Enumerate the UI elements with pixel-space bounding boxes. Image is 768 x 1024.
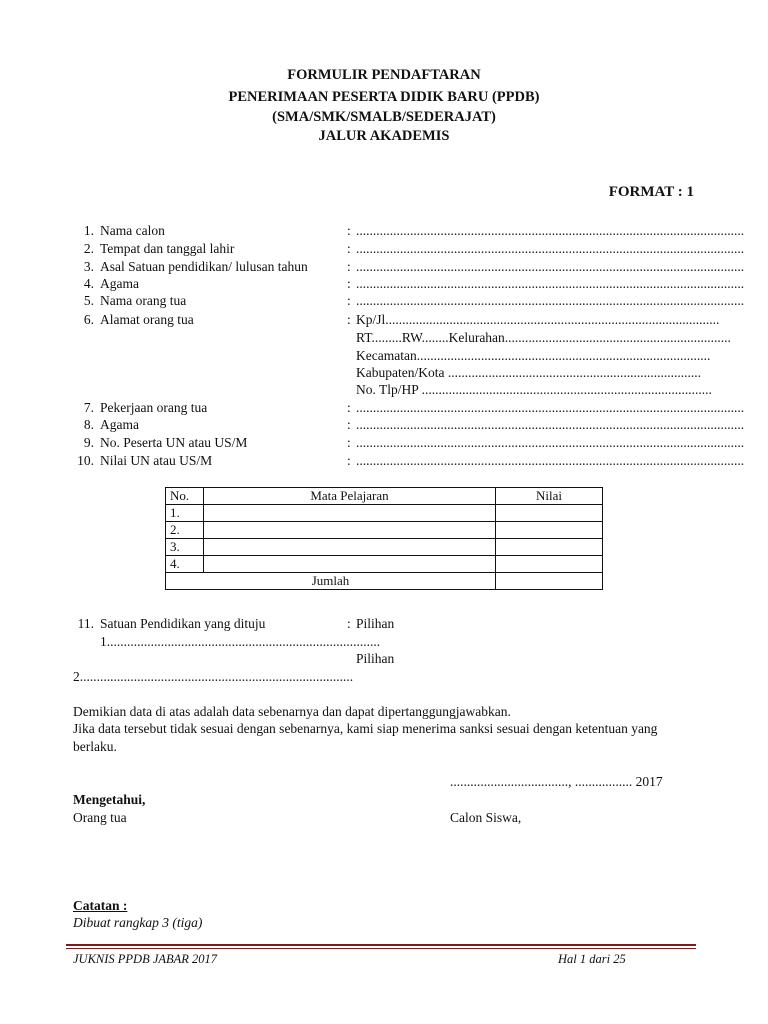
subject-cell[interactable] — [204, 505, 496, 522]
row-number: 2. — [166, 522, 204, 539]
field-label: Alamat orang tua — [100, 312, 194, 327]
address-phone-line[interactable]: No. Tlp/HP ...................................................................................... — [356, 382, 712, 397]
table-row — [166, 505, 603, 522]
field-label: Pekerjaan orang tua — [100, 400, 208, 415]
field-label: Agama — [100, 417, 139, 432]
score-cell[interactable] — [496, 505, 603, 522]
table-header-row — [166, 488, 603, 505]
address-regency-line[interactable]: Kabupaten/Kota ........................................................................... — [356, 365, 701, 380]
fill-in-line[interactable]: ................................................................................................................... — [356, 241, 745, 256]
field-label: Satuan Pendidikan yang dituju — [100, 616, 266, 631]
fill-in-line[interactable]: ................................................................................................................... — [356, 400, 745, 415]
field-colon: : — [347, 417, 351, 432]
signature-date[interactable]: ..................................., ................. 2017 — [450, 774, 663, 789]
field-colon: : — [347, 276, 351, 291]
field-number: 7. — [83, 400, 94, 415]
table-row — [166, 539, 603, 556]
statement-line-1: Demikian data di atas adalah data sebenarnya dan dapat dipertanggungjawabkan. — [73, 704, 511, 719]
form-title: FORMULIR PENDAFTARAN — [287, 67, 481, 83]
field-label: Agama — [100, 276, 139, 291]
score-cell[interactable] — [496, 522, 603, 539]
field-colon: : — [347, 453, 351, 468]
track-heading: JALUR AKADEMIS — [318, 128, 450, 144]
choice-1-line[interactable]: 1................................................................................. — [100, 634, 381, 649]
field-number: 11. — [77, 616, 94, 631]
address-rt-rw-line[interactable]: RT.........RW........Kelurahan................................................................... — [356, 330, 731, 345]
notes-title: Catatan : — [73, 898, 128, 913]
field-label: Nama orang tua — [100, 293, 187, 308]
field-number: 8. — [83, 417, 94, 432]
field-number: 3. — [83, 259, 94, 274]
column-header-subject: Mata Pelajaran — [204, 488, 496, 505]
field-colon: : — [347, 400, 351, 415]
fill-in-line[interactable]: ................................................................................................................... — [356, 453, 745, 468]
statement-line-3: berlaku. — [73, 739, 117, 754]
fill-in-line[interactable]: ................................................................................................................... — [356, 293, 745, 308]
table-row — [166, 556, 603, 573]
total-score-cell[interactable] — [496, 573, 603, 590]
fill-in-line[interactable]: ................................................................................................................... — [356, 435, 745, 450]
fill-in-line[interactable]: ................................................................................................................... — [356, 276, 745, 291]
field-label: Tempat dan tanggal lahir — [100, 241, 235, 256]
parent-signature-label: Orang tua — [73, 810, 127, 825]
table-total-row — [166, 573, 603, 590]
acknowledged-label: Mengetahui, — [73, 792, 146, 807]
row-number: 3. — [166, 539, 204, 556]
subject-cell[interactable] — [204, 522, 496, 539]
choice-label-2: Pilihan — [356, 651, 395, 666]
footer-divider-thin — [66, 948, 696, 949]
field-number: 2. — [83, 241, 94, 256]
field-colon: : — [347, 616, 351, 631]
notes-text: Dibuat rangkap 3 (tiga) — [73, 915, 203, 930]
field-number: 5. — [83, 293, 94, 308]
field-number: 10. — [77, 453, 94, 468]
column-header-no: No. — [166, 488, 204, 505]
footer-page-number: Hal 1 dari 25 — [558, 952, 626, 966]
field-label: No. Peserta UN atau US/M — [100, 435, 248, 450]
fill-in-line[interactable]: ................................................................................................................... — [356, 259, 745, 274]
field-label: Asal Satuan pendidikan/ lulusan tahun — [100, 259, 308, 274]
row-number: 1. — [166, 505, 204, 522]
school-level-heading: (SMA/SMK/SMALB/SEDERAJAT) — [272, 109, 496, 125]
table-row — [166, 522, 603, 539]
field-colon: : — [347, 312, 351, 327]
fill-in-line[interactable]: ................................................................................................................... — [356, 417, 745, 432]
field-number: 6. — [83, 312, 94, 327]
field-colon: : — [347, 293, 351, 308]
field-number: 4. — [83, 276, 94, 291]
subject-cell[interactable] — [204, 539, 496, 556]
total-label: Jumlah — [166, 573, 496, 590]
address-district-line[interactable]: Kecamatan....................................................................................... — [356, 348, 711, 363]
field-label: Nilai UN atau US/M — [100, 453, 213, 468]
fill-in-line[interactable]: ................................................................................................................... — [356, 223, 745, 238]
form-subtitle: PENERIMAAN PESERTA DIDIK BARU (PPDB) — [228, 89, 540, 105]
format-label: FORMAT : 1 — [608, 184, 694, 200]
address-street-line[interactable]: Kp/Jl................................................................................................... — [356, 312, 720, 327]
choice-2-line[interactable]: 2................................................................................. — [73, 669, 354, 684]
choice-label-1: Pilihan — [356, 616, 395, 631]
field-label: Nama calon — [100, 223, 165, 238]
score-cell[interactable] — [496, 556, 603, 573]
field-number: 9. — [83, 435, 94, 450]
column-header-score: Nilai — [496, 488, 603, 505]
grades-table — [165, 487, 603, 590]
student-signature-label: Calon Siswa, — [450, 810, 522, 825]
footer-divider — [66, 944, 696, 946]
footer-document-name: JUKNIS PPDB JABAR 2017 — [73, 952, 218, 966]
field-colon: : — [347, 259, 351, 274]
score-cell[interactable] — [496, 539, 603, 556]
field-colon: : — [347, 241, 351, 256]
field-number: 1. — [83, 223, 94, 238]
statement-line-2: Jika data tersebut tidak sesuai dengan sebenarnya, kami siap menerima sanksi sesuai dengan ketentuan yang — [73, 721, 658, 736]
field-colon: : — [347, 435, 351, 450]
row-number: 4. — [166, 556, 204, 573]
field-colon: : — [347, 223, 351, 238]
subject-cell[interactable] — [204, 556, 496, 573]
